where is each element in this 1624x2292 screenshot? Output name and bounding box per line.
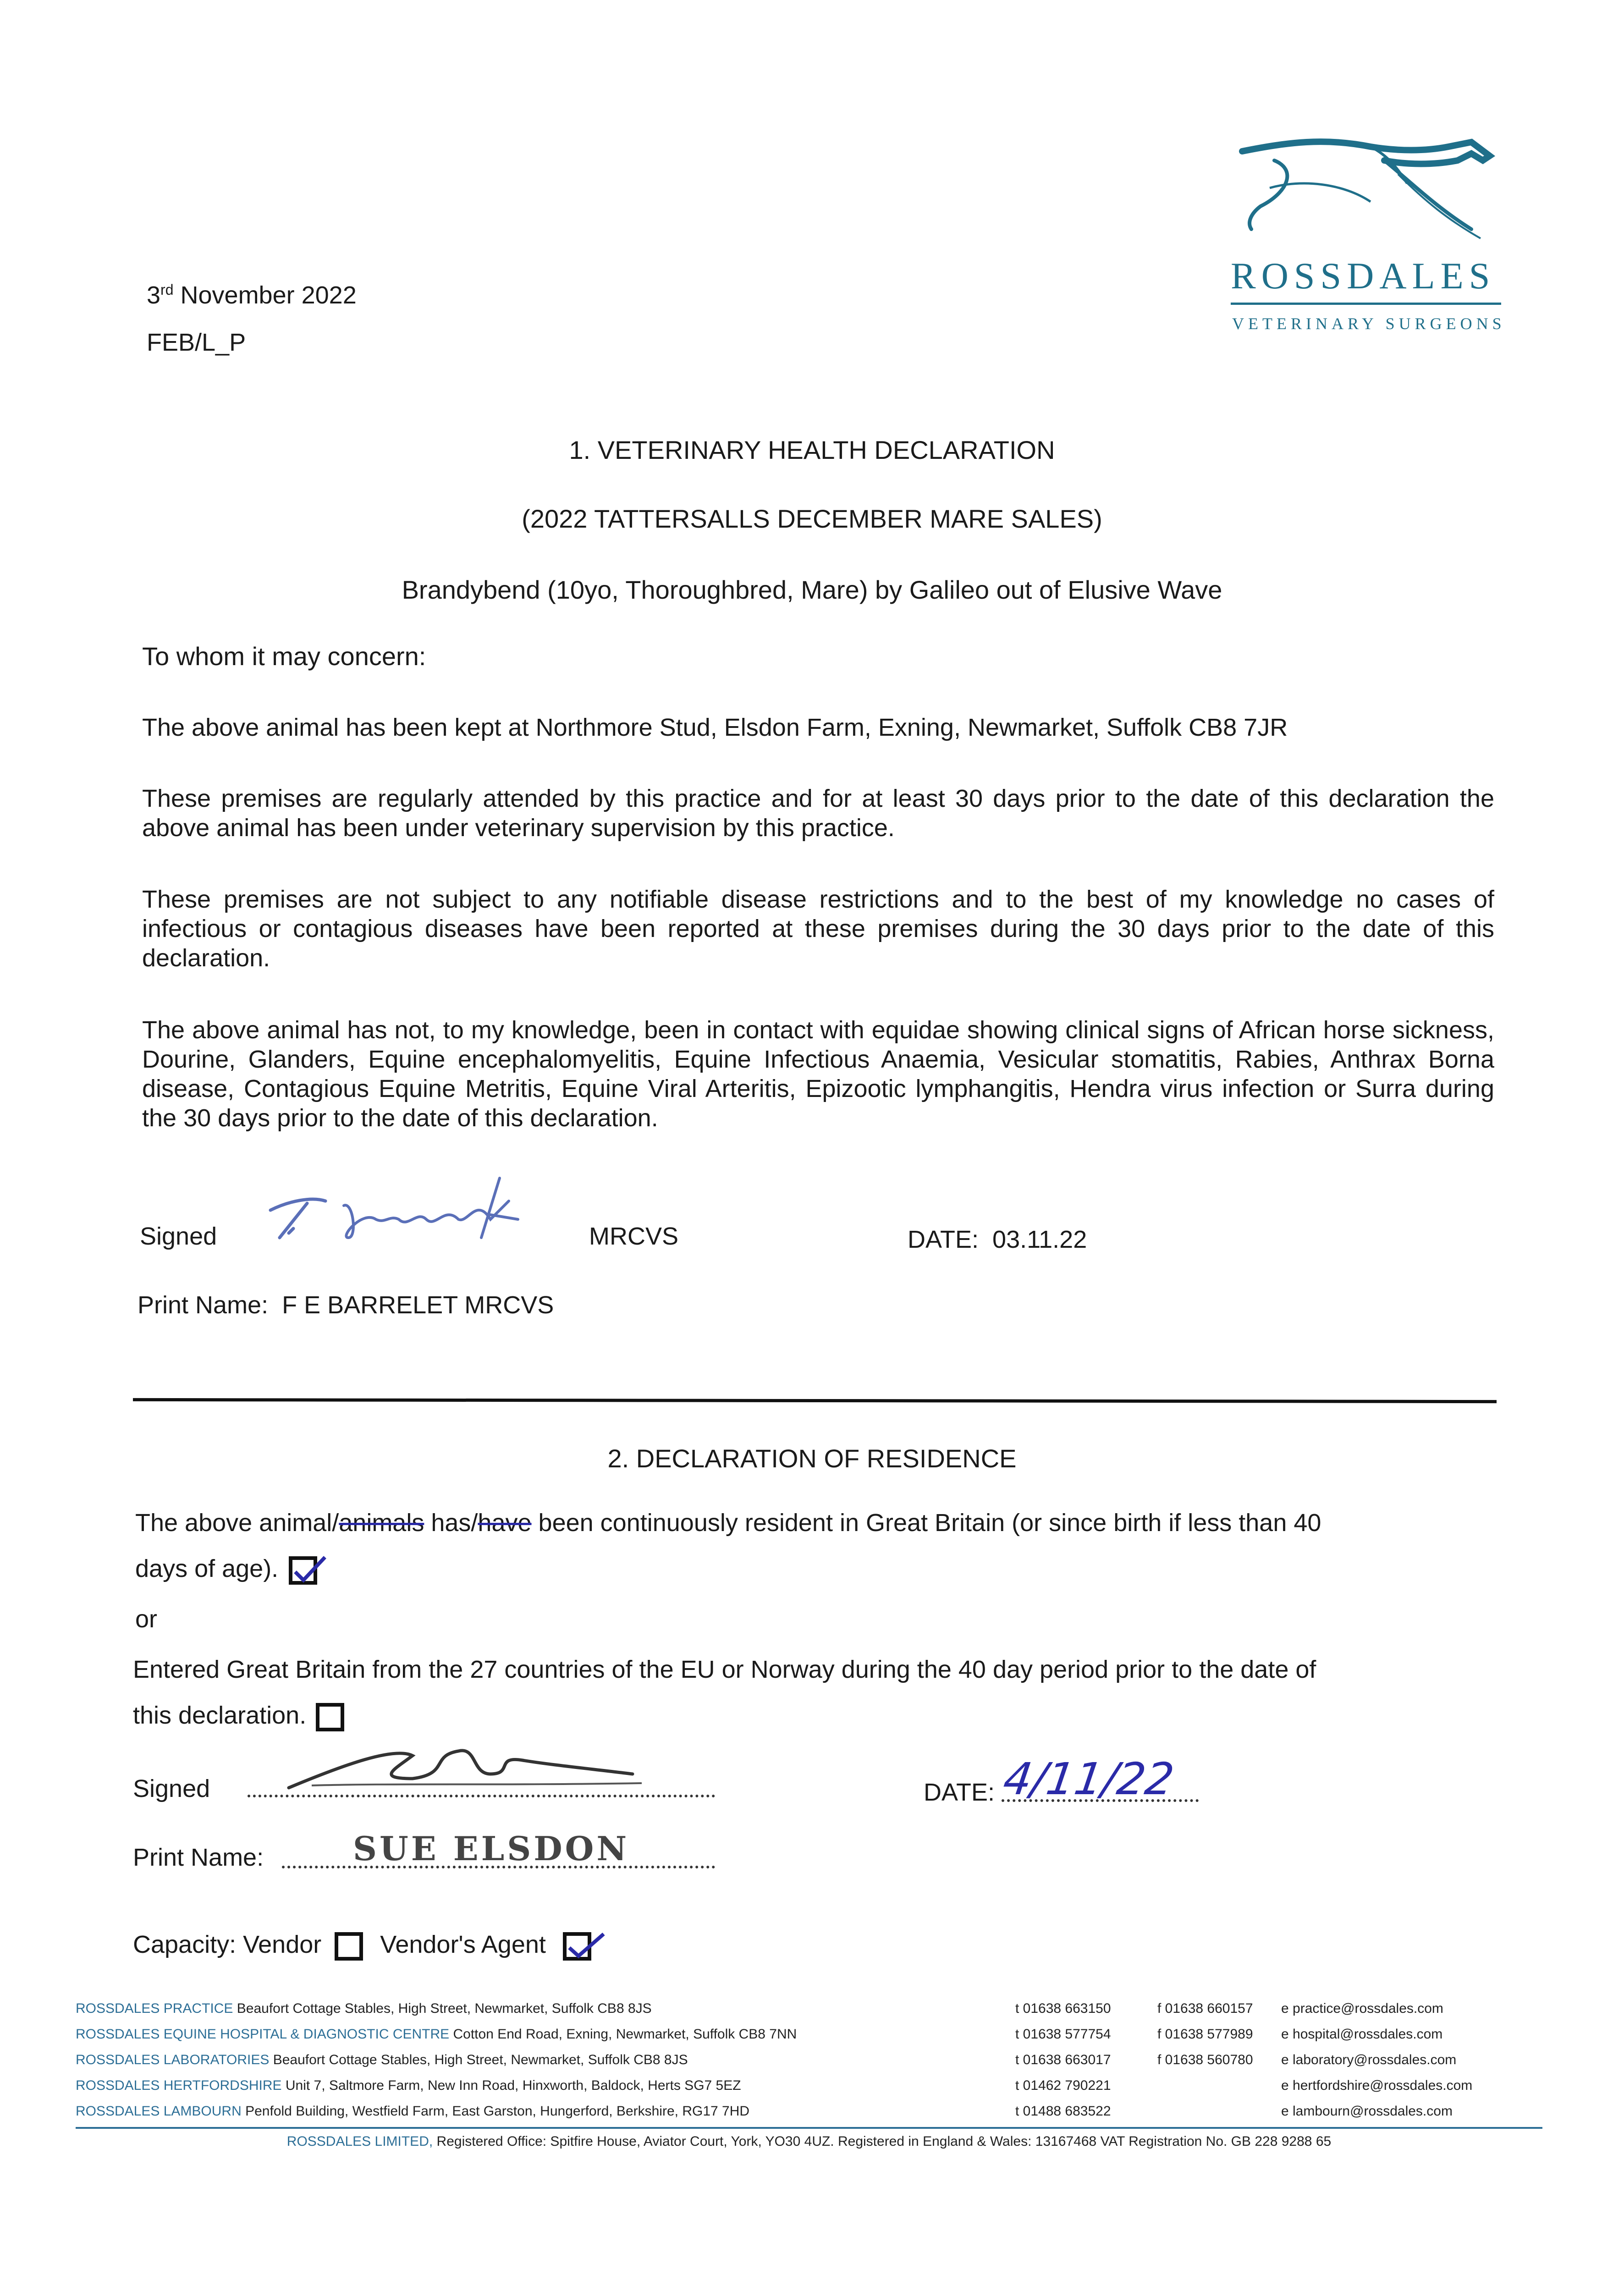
logo-tagline: VETERINARY SURGEONS (1232, 314, 1506, 333)
salutation: To whom it may concern: (142, 642, 426, 671)
reference: FEB/L_P (147, 329, 246, 356)
footer-row (76, 2022, 1542, 2048)
owner-print-name-label: Print Name: (133, 1844, 264, 1871)
footer-row (76, 1996, 1542, 2022)
vet-date (908, 1225, 1087, 1254)
footer-location-address: Cotton End Road, Exning, Newmarket, Suffolk CB8 7NN (453, 2027, 797, 2042)
footer-location-address: Beaufort Cottage Stables, High Street, Newmarket, Suffolk CB8 8JS (273, 2052, 688, 2067)
paragraph-supervision: These premises are regularly attended by this practice and for at least 30 days prior to the date of this declaration the above animal has been under veterinary supervision by this practice. (142, 785, 1494, 842)
logo-divider (1231, 303, 1501, 305)
footer-phone: t 01488 683522 (1015, 2104, 1111, 2119)
footer-location-address: Penfold Building, Westfield Farm, East Garston, Hungerford, Berkshire, RG17 7HD (245, 2104, 750, 2119)
footer-location-name: ROSSDALES LAMBOURN (76, 2104, 242, 2119)
owner-date-value: 4/11/22 (1000, 1753, 1177, 1805)
letter-date (147, 275, 357, 310)
vet-mrcvs-label: MRCVS (589, 1223, 679, 1250)
checkbox-vendors-agent[interactable] (563, 1932, 591, 1961)
residence-text-c: been continuously resident in Great Britain (or since birth if less than 40 (531, 1509, 1321, 1537)
section1-subtitle: (2022 TATTERSALLS DECEMBER MARE SALES) (522, 504, 1102, 533)
entered-line4-text: this declaration. (133, 1702, 307, 1729)
vet-date-value: 03.11.22 (992, 1226, 1087, 1253)
residence-line2 (135, 1554, 317, 1585)
logo-name: ROSSDALES (1231, 255, 1496, 297)
residence-line1 (135, 1508, 1501, 1537)
date-day-suffix: rd (160, 281, 174, 298)
footer-registered-name: ROSSDALES LIMITED, (286, 2134, 433, 2149)
paragraph-kept-at: The above animal has been kept at Northmore Stud, Elsdon Farm, Exning, Newmarket, Suffolk CB8 7JR (142, 714, 1288, 741)
footer-row (76, 2099, 1542, 2125)
footer-row (76, 2048, 1542, 2073)
owner-signature (275, 1728, 651, 1806)
footer-phone: t 01638 577754 (1015, 2027, 1111, 2042)
footer-email: e laboratory@rossdales.com (1281, 2052, 1457, 2067)
footer-fax: f 01638 560780 (1157, 2052, 1253, 2067)
vet-print-name (138, 1290, 554, 1320)
capacity-row (133, 1930, 591, 1961)
paragraph-diseases: The above animal has not, to my knowledge, been in contact with equidae showing clinical signs of African horse sickness, Dourine, Glanders, Equine encephalomyelitis, Equine Infectious Anaemia, Vesicular stomatitis, Rabies, Anthrax Borna disease, Contagious Equine Metritis, Equine Viral Arteritis, Epizootic lymphangitis, Hendra virus infection or Surra during the 30 days prior to the date of this declaration. (142, 1016, 1494, 1132)
paragraph-restrictions: These premises are not subject to any notifiable disease restrictions and to the best of my knowledge no cases of infectious or contagious diseases have been reported at these premises during the 30 days prior to the date of this declaration. (142, 886, 1494, 972)
footer-location-address: Unit 7, Saltmore Farm, New Inn Road, Hinxworth, Baldock, Herts SG7 5EZ (285, 2078, 741, 2093)
footer-registration (76, 2129, 1542, 2154)
footer-rule (76, 2127, 1542, 2129)
section-divider (133, 1398, 1497, 1403)
footer-email: e hospital@rossdales.com (1281, 2027, 1443, 2042)
owner-date-label: DATE: (924, 1779, 995, 1806)
vet-date-label: DATE: (908, 1226, 979, 1253)
owner-signed-label: Signed (133, 1775, 210, 1802)
footer-locations (76, 1996, 1542, 2125)
footer-registered-text: Registered Office: Spitfire House, Aviator Court, York, YO30 4UZ. Registered in England & Wales: 13167468 VAT Registration No. GB 228 9288 65 (433, 2134, 1332, 2149)
capacity-agent-label: Vendor's Agent (380, 1931, 546, 1958)
vet-signed-label: Signed (140, 1223, 217, 1250)
footer-location-name: ROSSDALES LABORATORIES (76, 2052, 270, 2067)
horse-logo (1233, 133, 1499, 252)
or-text: or (135, 1605, 158, 1633)
section2-title: 2. DECLARATION OF RESIDENCE (607, 1444, 1017, 1473)
footer-row (76, 2073, 1542, 2099)
vet-signature (261, 1169, 564, 1251)
date-day: 3 (147, 281, 161, 309)
vet-print-name-label: Print Name: (138, 1291, 269, 1319)
residence-text-a: The above animal/ (135, 1509, 339, 1537)
footer-phone: t 01638 663017 (1015, 2052, 1111, 2067)
checkbox-entered[interactable] (316, 1703, 344, 1731)
entered-line3: Entered Great Britain from the 27 countries of the EU or Norway during the 40 day period prior to the date of (133, 1656, 1316, 1683)
date-month-year: November 2022 (180, 281, 357, 309)
check-icon (565, 1929, 606, 1961)
footer-email: e lambourn@rossdales.com (1281, 2104, 1453, 2119)
footer-location-address: Beaufort Cottage Stables, High Street, Newmarket, Suffolk CB8 8JS (237, 2001, 652, 2016)
check-icon (291, 1554, 327, 1586)
footer-phone: t 01462 790221 (1015, 2078, 1111, 2093)
footer-location-name: ROSSDALES EQUINE HOSPITAL & DIAGNOSTIC CENTRE (76, 2027, 450, 2042)
residence-strike-have: have (478, 1509, 532, 1537)
footer-phone: t 01638 663150 (1015, 2001, 1111, 2016)
residence-strike-animals: animals (339, 1509, 424, 1537)
vet-print-name-value: F E BARRELET MRCVS (282, 1291, 554, 1319)
residence-line2-text: days of age). (135, 1555, 279, 1582)
footer-fax: f 01638 577989 (1157, 2027, 1253, 2042)
checkbox-resident[interactable] (289, 1556, 317, 1585)
entered-line4 (133, 1701, 344, 1731)
footer-email: e practice@rossdales.com (1281, 2001, 1443, 2016)
footer-fax: f 01638 660157 (1157, 2001, 1253, 2016)
capacity-vendor-label: Capacity: Vendor (133, 1931, 322, 1958)
animal-description: Brandybend (10yo, Thoroughbred, Mare) by Galileo out of Elusive Wave (402, 575, 1222, 604)
section1-title: 1. VETERINARY HEALTH DECLARATION (569, 435, 1055, 464)
rossdales-logo (1219, 133, 1513, 344)
footer-location-name: ROSSDALES HERTFORDSHIRE (76, 2078, 282, 2093)
footer-location-name: ROSSDALES PRACTICE (76, 2001, 233, 2016)
residence-text-b: has/ (424, 1509, 478, 1537)
footer-email: e hertfordshire@rossdales.com (1281, 2078, 1473, 2093)
owner-name-stamp: SUE ELSDON (353, 1829, 630, 1868)
checkbox-vendor[interactable] (335, 1932, 363, 1961)
